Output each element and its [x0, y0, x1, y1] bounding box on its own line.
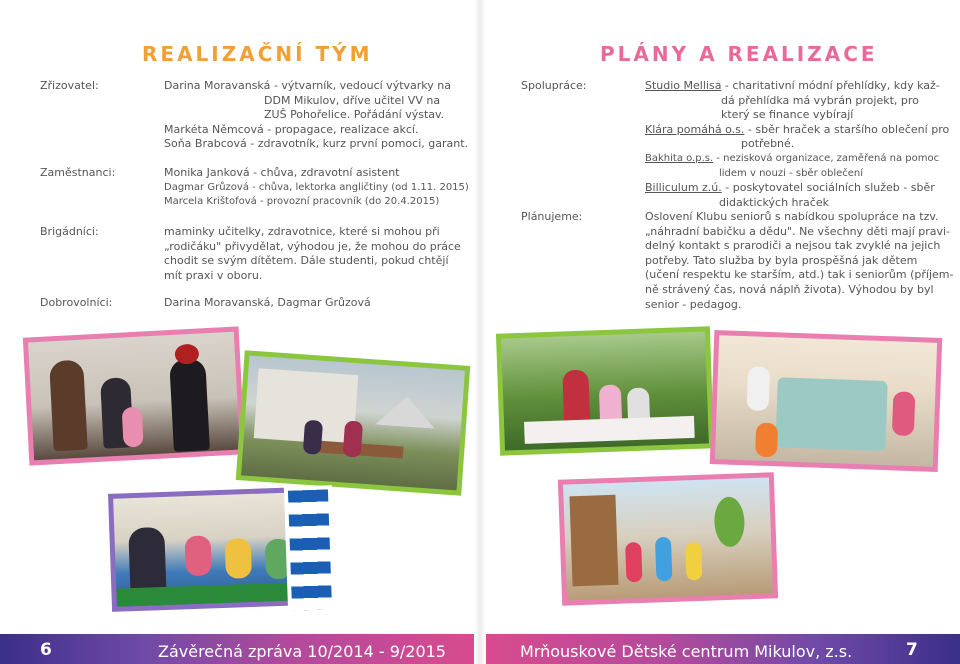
label-planujeme: Plánujeme: [521, 210, 583, 223]
link-studio-mellisa[interactable]: Studio Mellisa [645, 79, 722, 92]
photo-garden-table [236, 350, 471, 495]
text-spoluprace: Studio Mellisa - charitativní módní přehlídky, kdy kaž- dá přehlídka má vybrán projekt, pro který se finance vybírají Klára pomáhá o.s. - sběr hraček a staršího oblečení pro potřebné. Bakhita o.p.s. - nezisková organizace, zaměřená na pomoc lidem v nouzi - sběr oblečení Billiculum z.ú. - poskytovatel sociálních služeb - sběr didaktických hraček [645, 79, 950, 209]
page-gutter [474, 0, 486, 664]
link-billiculum[interactable]: Billiculum z.ú. [645, 181, 722, 195]
heading-realizacni-tym: REALIZAČNÍ TÝM [142, 42, 373, 66]
photo-costume-party [23, 326, 245, 465]
label-brigadnici: Brigádníci: [40, 225, 99, 238]
label-zamestnanci: Zaměstnanci: [40, 166, 116, 179]
photo-greek-flag [284, 485, 336, 615]
photo-kids-painting [710, 330, 943, 472]
text-brigadnici: maminky učitelky, zdravotnice, které si mohou při „rodičáku" přivydělat, výhodou je, že mohou do práce chodit se svým dítětem. Dále studenti, pokud chtějí mít praxi v oboru. [164, 225, 461, 282]
photo-kids-market [496, 326, 714, 455]
footer-title-right: Mrňouskové Dětské centrum Mikulov, z.s. [520, 642, 853, 661]
page-number-left: 6 [40, 640, 52, 660]
footer-title-left: Závěrečná zpráva 10/2014 - 9/2015 [158, 642, 446, 661]
label-spoluprace: Spolupráce: [521, 79, 587, 92]
text-zamestnanci: Monika Janková - chůva, zdravotní asistent Dagmar Grůzová - chůva, lektorka angličtiny (od 1.11. 2015) Marcela Krištofová - provozní pracovník (do 20.4.2015) [164, 166, 469, 208]
link-klara-pomaha[interactable]: Klára pomáhá o.s. [645, 122, 745, 136]
text-planujeme: Oslovení Klubu seniorů s nabídkou spolupráce na tzv. „náhradní babičku a dědu". Ne všechny děti mají pravi- delný kontakt s prarodiči a nejsou tak zvyklé na jejich potřeby. Tato služba by byla prospěšná jak dětem (učení respektu ke starším, atd.) tak i seniorům (příjem- ně strávený čas, nová náplň života). Výhodou by byl senior - pedagog. [645, 210, 954, 311]
label-zrizovatel: Zřizovatel: [40, 79, 99, 92]
page-number-right: 7 [906, 640, 918, 660]
text-zrizovatel: Darina Moravanská - výtvarník, vedoucí výtvarky na DDM Mikulov, dříve učitel VV na ZUŠ Pohořelice. Pořádání výstav. Markéta Němcová - propagace, realizace akcí. Soňa Brabcová - zdravotník, kurz první pomoci, garant. [164, 79, 469, 151]
text-dobrovolnici: Darina Moravanská, Dagmar Grůzová [164, 296, 371, 309]
heading-plany-a-realizace: PLÁNY A REALIZACE [600, 42, 878, 66]
link-bakhita[interactable]: Bakhita o.p.s. [645, 152, 714, 164]
photo-playground [558, 472, 778, 605]
label-dobrovolnici: Dobrovolníci: [40, 296, 113, 309]
